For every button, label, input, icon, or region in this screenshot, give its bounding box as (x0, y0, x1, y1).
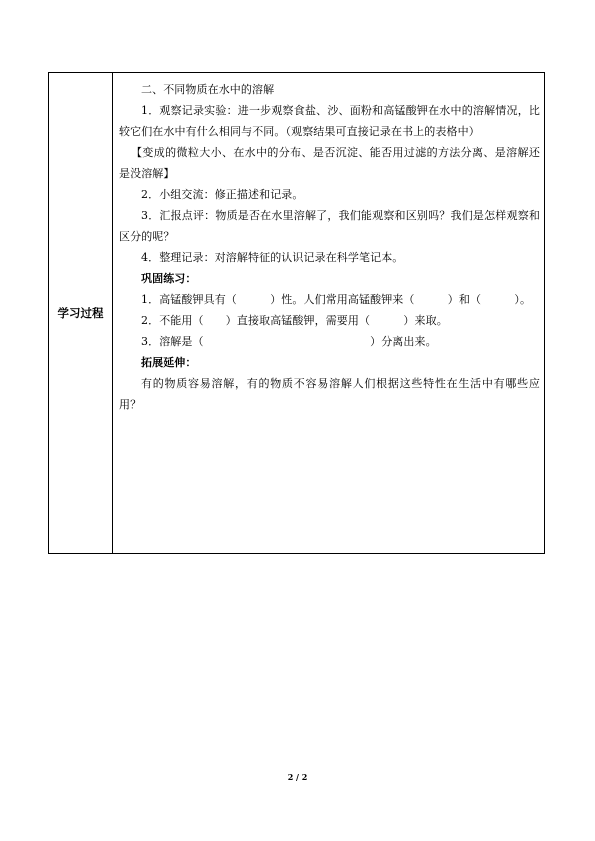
practice-question-3: 3．溶解是（ ）分离出来。 (141, 335, 437, 348)
section-heading: 二、不同物质在水中的溶解 (141, 83, 275, 96)
extension-question: 有的物质容易溶解，有的物质不容易溶解人们根据这些特性在生活中有哪些应用？ (119, 377, 540, 411)
lesson-table (48, 72, 545, 554)
practice-question-2: 2．不能用（ ）直接取高锰酸钾，需要用（ ）来取。 (141, 314, 448, 327)
content-body (113, 73, 544, 415)
practice-question-1: 1．高锰酸钾具有（ ）性。人们常用高锰酸钾来（ ）和（ ）。 (141, 293, 532, 306)
step-discuss: 2．小组交流：修正描述和记录。 (141, 188, 304, 201)
step-report: 3．汇报点评：物质是否在水里溶解了，我们能观察和区别吗？我们是怎样观察和区分的呢？ (119, 209, 540, 243)
table-row (49, 73, 545, 554)
page-number: 2 / 2 (287, 772, 308, 782)
row-label-cell (49, 73, 113, 554)
practice-heading: 巩固练习： (141, 272, 197, 285)
extension-heading: 拓展延伸： (141, 356, 197, 369)
step-observe: 1．观察记录实验：进一步观察食盐、沙、面粉和高锰酸钾在水中的溶解情况，比较它们在水中有什么相同与不同。（观察结果可直接记录在书上的表格中） (119, 104, 540, 138)
observation-hint: 【变成的微粒大小、在水中的分布、是否沉淀、能否用过滤的方法分离、是溶解还是没溶解】 (119, 146, 540, 180)
row-label: 学习过程 (57, 306, 104, 320)
step-record: 4．整理记录：对溶解特征的认识记录在科学笔记本。 (141, 251, 404, 264)
content-cell (113, 73, 545, 554)
